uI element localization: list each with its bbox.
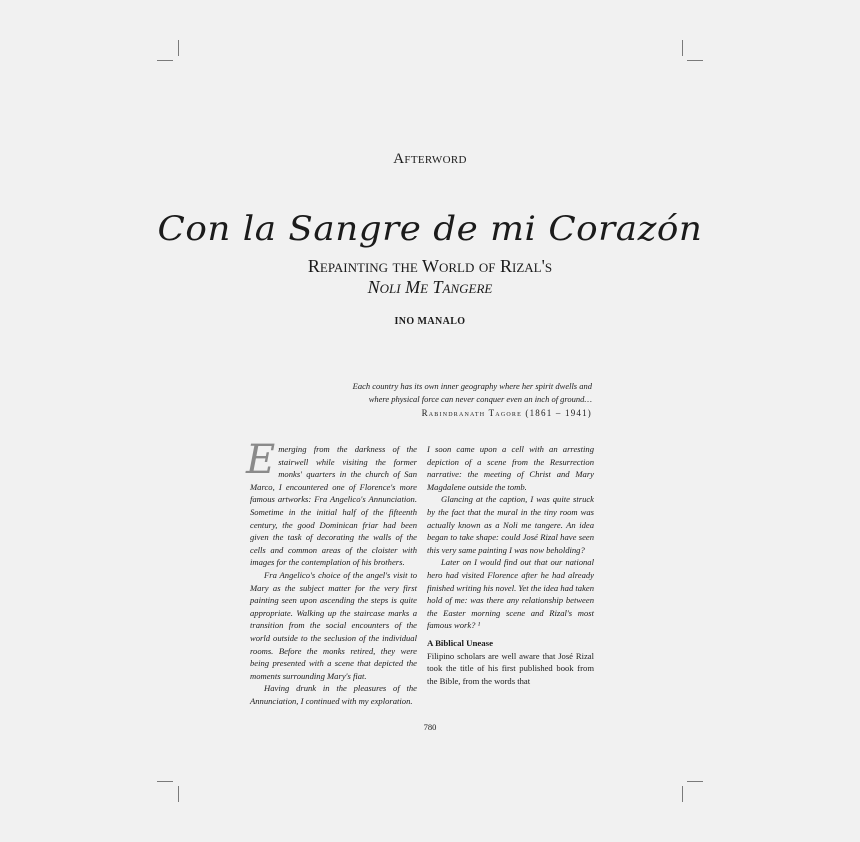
epigraph — [272, 380, 592, 420]
crop-mark — [687, 781, 703, 782]
crop-mark — [157, 781, 173, 782]
title-line-2: Noli Me Tangere — [367, 277, 493, 297]
paragraph-text: merging from the darkness of the stairwell while visiting the former monks' quarters in the church of San Marco, I encountered one of Florence's more famous artworks: Fra Angelico's Annunciation. Sometime in the initial half of the fifteenth century, the good Dominican friar had been given the task of decorating the walls of the cells and common areas of the cloister with images for the contemplation of his brothers. — [250, 444, 417, 568]
crop-mark — [157, 60, 173, 61]
title-line-1: Repainting the World of Rizal's — [307, 256, 553, 276]
paragraph — [246, 437, 417, 569]
paragraph: Glancing at the caption, I was quite struck by the fact that the mural in the tiny room was actually known as a Noli me tangere. An idea began to take shape: could José Rizal have seen this very same painting I was now beholding? — [427, 494, 594, 555]
paragraph: Fra Angelico's choice of the angel's visit to Mary as the subject matter for the very first painting seen upon ascending the steps is quite appropriate. Walking up the staircase marks a transition from the social encounters of the world outside to the seclusion of the individual rooms. Before the monks retired, they were being presented with a scene that depicted the moments surrounding Mary's fiat. — [250, 569, 417, 681]
epigraph-line-2: where physical force can never conquer even an inch of ground… — [368, 394, 592, 404]
section-label: Afterword — [393, 151, 467, 167]
paragraph: Having drunk in the pleasures of the Annunciation, I continued with my exploration. — [250, 683, 417, 706]
crop-mark — [682, 786, 683, 802]
epigraph-attribution: Rabindranath Tagore (1861 – 1941) — [421, 408, 592, 418]
script-title: Con la Sangre de mi Corazón — [157, 209, 703, 249]
paragraph: I soon came upon a cell with an arresting depiction of a scene from the Resurrection narrative: the meeting of Christ and Mary Magdalene outside the tomb. — [427, 444, 594, 492]
crop-mark — [178, 40, 179, 56]
drop-cap: E — [246, 437, 276, 483]
crop-mark — [178, 786, 179, 802]
page-number: 780 — [423, 722, 437, 732]
paragraph: Later on I would find out that our national hero had visited Florence after he had already finished writing his novel. Yet the idea had taken hold of me: was there any relationship between the Easter morning scene and Rizal's most famous work? ¹ — [427, 557, 595, 631]
right-column — [427, 443, 594, 687]
crop-mark — [682, 40, 683, 56]
section-heading: A Biblical Unease — [427, 637, 493, 648]
crop-mark — [687, 60, 703, 61]
author-name: INO MANALO — [394, 316, 466, 327]
epigraph-line-1: Each country has its own inner geography where her spirit dwells and — [352, 381, 592, 391]
paragraph: Filipino scholars are well aware that José Rizal took the title of his first published book from the Bible, from the words that — [427, 650, 594, 686]
page-title — [0, 256, 860, 298]
left-column — [246, 437, 417, 707]
